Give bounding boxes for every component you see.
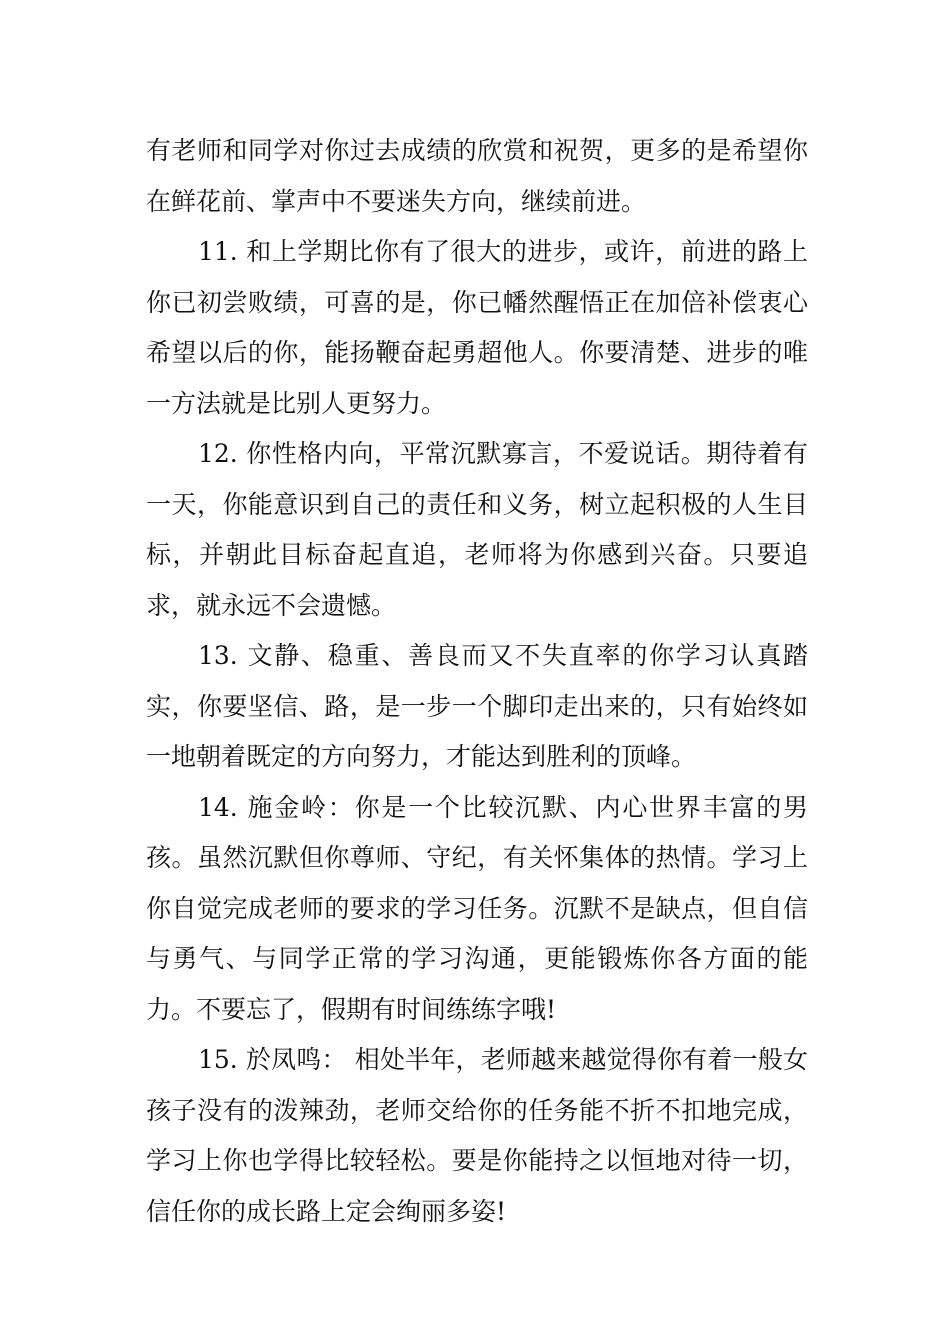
paragraph-continuation: 有老师和同学对你过去成绩的欣赏和祝贺，更多的是希望你在鲜花前、掌声中不要迷失方向，继续前进。	[146, 136, 808, 216]
paragraph-comment-13: 13. 文静、稳重、善良而又不失直率的你学习认真踏实，你要坚信、路，是一步一个脚印走出来的，只有始终如一地朝着既定的方向努力，才能达到胜利的顶峰。	[146, 641, 808, 771]
paragraph-comment-14: 14. 施金岭：你是一个比较沉默、内心世界丰富的男孩。虽然沉默但你尊师、守纪，有关怀集体的热情。学习上你自觉完成老师的要求的学习任务。沉默不是缺点，但自信与勇气、与同学正常的学习沟通，更能锻炼你各方面的能力。不要忘了，假期有时间练练字哦!	[146, 792, 808, 1024]
document-body	[146, 126, 808, 1237]
paragraph-comment-11: 11. 和上学期比你有了很大的进步，或许，前进的路上你已初尝败绩，可喜的是，你已幡然醒悟正在加倍补偿衷心希望以后的你，能扬鞭奋起勇超他人。你要清楚、进步的唯一方法就是比别人更努力。	[146, 237, 808, 418]
paragraph-comment-15: 15. 於凤鸣： 相处半年，老师越来越觉得你有着一般女孩子没有的泼辣劲，老师交给你的任务能不折不扣地完成，学习上你也学得比较轻松。要是你能持之以恒地对待一切，信任你的成长路上定会绚丽多姿!	[146, 1045, 808, 1226]
paragraph-comment-12: 12. 你性格内向，平常沉默寡言，不爱说话。期待着有一天，你能意识到自己的责任和义务，树立起积极的人生目标，并朝此目标奋起直追，老师将为你感到兴奋。只要追求，就永远不会遗憾。	[146, 439, 808, 620]
